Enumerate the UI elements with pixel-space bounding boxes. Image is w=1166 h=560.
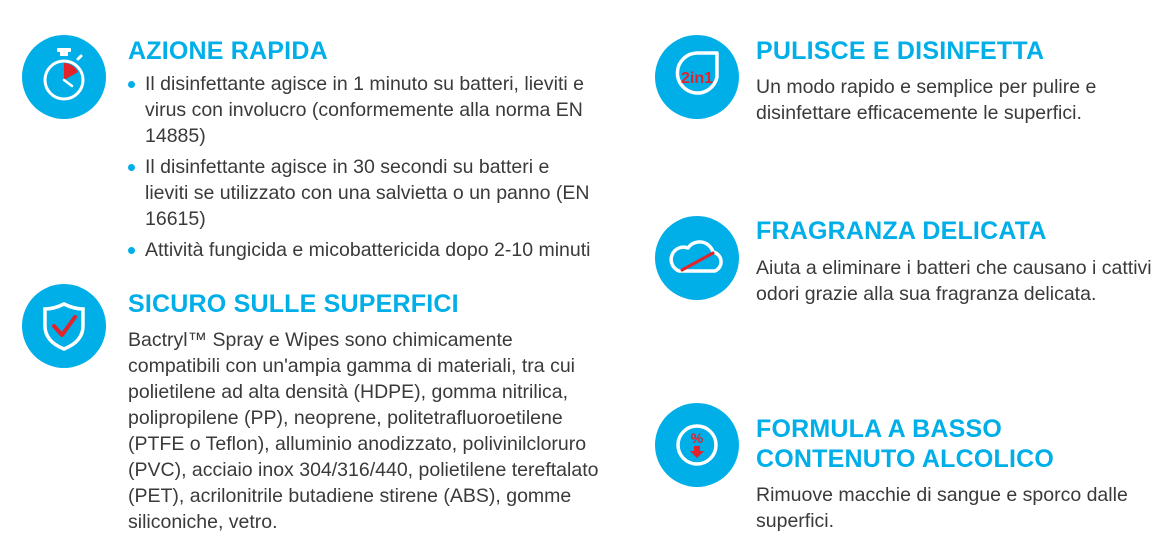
- shield-check-icon: [22, 284, 106, 368]
- two-in-one-label: 2in1: [680, 70, 714, 87]
- feature-description: Un modo rapido e semplice per pulire e disinfettare efficacemente le superfici.: [756, 76, 1097, 124]
- percent-label: %: [690, 430, 704, 446]
- stopwatch-icon: [22, 35, 106, 119]
- feature-title: AZIONE RAPIDA: [128, 37, 328, 65]
- list-item: Attività fungicida e micobattericida dopo 2-10 minuti: [128, 237, 598, 263]
- feature-description: Bactryl™ Spray e Wipes sono chimicamente compatibili con un'ampia gamma di materiali, tra cui polietilene ad alta densità (HDPE), gomma nitrilica, polipropilene (PP), neoprene, politetrafluoroetilene (PTFE o Teflon), alluminio anodizzato, polivinilcloruro (PVC), acciaio inox 304/316/440, polietilene tereftalato (PET), acrilonitrile butadiene stirene (ABS), gomme siliconiche, vetro.: [128, 329, 599, 533]
- feature-bullet-list: [128, 71, 598, 268]
- feature-description: Rimuove macchie di sangue e sporco dalle superfici.: [756, 484, 1128, 532]
- feature-title: PULISCE E DISINFETTA: [756, 37, 1045, 65]
- feature-title: FORMULA A BASSO CONTENUTO ALCOLICO: [756, 415, 1055, 473]
- list-item: Il disinfettante agisce in 30 secondi su batteri e lieviti se utilizzato con una salvietta o un panno (EN 16615): [128, 154, 598, 232]
- feature-title: SICURO SULLE SUPERFICI: [128, 290, 459, 318]
- feature-description: Aiuta a eliminare i batteri che causano i cattivi odori grazie alla sua fragranza delicata.: [756, 257, 1152, 305]
- list-item: Il disinfettante agisce in 1 minuto su batteri, lieviti e virus con involucro (conformemente alla norma EN 14885): [128, 71, 598, 149]
- percent-down-icon: [655, 403, 739, 487]
- cloud-icon: [655, 216, 739, 300]
- feature-title: FRAGRANZA DELICATA: [756, 217, 1047, 245]
- two-in-one-icon: [655, 35, 739, 119]
